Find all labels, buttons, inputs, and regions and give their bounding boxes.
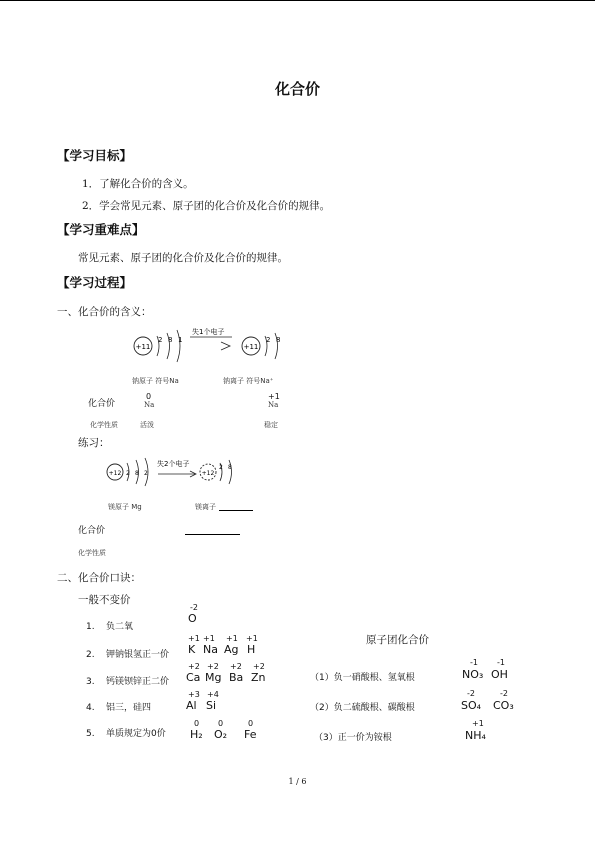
practice-valence-label: 化合价 (78, 526, 106, 536)
element-symbol: H (247, 643, 256, 656)
rule-item-4: 4. 铝三，硅四 (86, 703, 152, 713)
part2-subheading: 一般不变价 (78, 594, 131, 606)
goal-item-1: 1．了解化合价的含义。 (82, 178, 194, 190)
nucleus-right-label: +11 (243, 343, 259, 351)
practice-atom-label: 镁原子 Mg (108, 503, 142, 511)
key-points-text: 常见元素、原子团的化合价及化合价的规律。 (78, 252, 288, 264)
element-symbol: Na (203, 643, 218, 656)
valence-value: -1 (497, 658, 505, 667)
element-symbol: Si (206, 699, 217, 712)
part1-heading: 一、化合价的含义： (57, 306, 152, 318)
valence-value: +3 (188, 690, 200, 699)
element-symbol: H₂ (190, 728, 203, 741)
element-symbol: Mg (205, 671, 222, 684)
valence-value: +1 (472, 719, 484, 728)
rule-item-3: 3. 钙镁钡锌正二价 (86, 677, 170, 687)
shell-right-1: 2 (266, 336, 271, 344)
radical-rule-2: （2）负二硫酸根、碳酸根 (310, 703, 415, 713)
valence-value: +1 (203, 634, 215, 643)
valence-value: +2 (253, 662, 265, 671)
radicals-title: 原子团化合价 (366, 634, 429, 646)
shell2-right-2: 8 (228, 464, 232, 471)
nucleus-left-label: +11 (135, 343, 151, 351)
radical-formula: CO₃ (493, 699, 514, 712)
element-symbol: K (188, 643, 196, 656)
radical-rule-3: （3）正一价为铵根 (314, 733, 392, 743)
practice-valence-blank[interactable] (185, 534, 240, 535)
atom-label: 钠原子 符号Na (132, 377, 179, 385)
valence-ion-symbol: Na (268, 401, 279, 409)
valence-value: -2 (467, 689, 475, 698)
valence-value: 0 (218, 719, 224, 728)
practice-label: 练习： (78, 437, 110, 449)
header-rule (0, 0, 595, 1)
shell-left-2: 8 (168, 336, 173, 344)
shell2-left-3: 2 (144, 470, 148, 477)
rule-item-5: 5. 单质规定为0价 (86, 729, 166, 739)
element-symbol: Al (186, 699, 197, 712)
radical-rule-1: （1）负一硝酸根、氢氧根 (310, 673, 415, 683)
element-symbol: Ag (224, 643, 239, 656)
shell2-left-1: 2 (126, 470, 130, 477)
section-process: 【学习过程】 (57, 275, 133, 290)
element-symbol: Fe (244, 728, 257, 741)
sodium-ionization-diagram (120, 318, 305, 376)
shell-left-1: 2 (158, 336, 163, 344)
arrow-label: 失1个电子 (192, 328, 225, 336)
rule-item-1: 1. 负二氧 (86, 622, 134, 632)
nucleus-left-label-2: +12 (108, 470, 122, 477)
valence-value: +2 (230, 662, 242, 671)
ion-label: 钠离子 符号Na⁺ (223, 377, 274, 385)
radical-formula: NH₄ (465, 729, 486, 742)
practice-ion-blank[interactable] (219, 510, 253, 511)
practice-chem-label: 化学性质 (78, 549, 106, 557)
valence-value: -2 (500, 689, 508, 698)
element-symbol: Ba (229, 671, 244, 684)
valence-value: +1 (246, 634, 258, 643)
chem-prop-atom: 活泼 (140, 421, 154, 429)
valence-value: 0 (248, 719, 254, 728)
valence-ion-value: +1 (268, 392, 280, 401)
chem-prop-ion: 稳定 (264, 421, 278, 429)
magnesium-ionization-diagram (100, 452, 240, 492)
shell2-left-2: 8 (135, 470, 139, 477)
valence-value: -1 (470, 658, 478, 667)
element-symbol: Zn (251, 671, 266, 684)
arrow-label-2: 失2个电子 (157, 460, 190, 468)
valence-value: +4 (207, 690, 219, 699)
element-symbol: O (188, 612, 197, 625)
shell-left-3: 1 (178, 336, 183, 344)
goal-item-2: 2．学会常见元素、原子团的化合价及化合价的规律。 (82, 200, 331, 212)
valence-value: +1 (226, 634, 238, 643)
valence-value: +1 (188, 634, 200, 643)
valence-atom-value: 0 (146, 392, 152, 401)
page-title: 化合价 (274, 80, 320, 98)
nucleus-right-label-2: +12 (201, 470, 215, 477)
part2-heading: 二、化合价口诀： (57, 572, 141, 584)
shell2-right-1: 2 (219, 464, 223, 471)
valence-value: -2 (190, 603, 198, 612)
valence-atom-symbol: Na (144, 401, 155, 409)
valence-value: 0 (194, 719, 200, 728)
practice-ion-label: 镁离子 (195, 503, 216, 511)
shell-right-2: 8 (276, 336, 281, 344)
valence-label: 化合价 (88, 399, 116, 409)
element-symbol: O₂ (214, 728, 228, 741)
rule-item-2: 2. 钾钠银氢正一价 (86, 650, 170, 660)
element-symbol: Ca (186, 671, 201, 684)
radical-formula: SO₄ (461, 699, 482, 712)
radical-formula: NO₃ (462, 668, 484, 681)
page-number: 1 / 6 (288, 777, 307, 786)
section-goals: 【学习目标】 (57, 148, 133, 163)
valence-value: +2 (188, 662, 200, 671)
valence-value: +2 (207, 662, 219, 671)
radical-formula: OH (491, 668, 508, 681)
chem-prop-label: 化学性质 (90, 421, 118, 429)
section-key-points: 【学习重难点】 (57, 222, 145, 237)
